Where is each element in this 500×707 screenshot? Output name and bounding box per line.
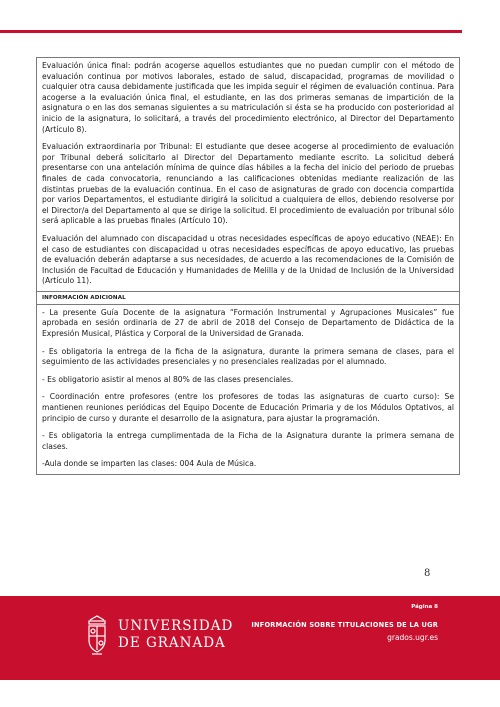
evaluation-cell [37, 58, 459, 291]
info-item-asistencia: - Es obligatorio asistir al menos al 80% de las clases presenciales. [42, 374, 294, 384]
evaluacion-extraordinaria-paragraph: Evaluación extraordinaria por Tribunal: El estudiante que desee acogerse al procedimiento de evaluación por Tribunal deberá solicitarlo al Director del Departamento mediante escrito. La solicitud deberá presentarse con una antelación mínima de quince días hábiles a la fecha del inicio del periodo de pruebas finales de cada convocatoria, renunciando a las calificaciones obtenidas mediante realización de las distintas pruebas de la evaluación continua. En el caso de asignaturas de grado con docencia compartida por varios Departamentos, el estudiante dirigirá la solicitud a cualquiera de ellos, debiendo resolverse por el Director/a del Departamento al que se dirige la solicitud. El procedimiento de evaluación por tribunal sólo será aplicable a las pruebas finales (Artículo 10). [42, 142, 454, 226]
footer-url-link[interactable]: grados.ugr.es [387, 633, 438, 642]
university-name-line2: DE GRANADA [118, 635, 226, 651]
info-item-ficha-asignatura: - Es obligatoria la entrega de la ficha de la asignatura, durante la primera semana de clases, para el seguimiento de las actividades presenciales y no presenciales realizadas por el alumnado. [42, 346, 454, 367]
info-adicional-cell [37, 304, 459, 474]
university-crest-icon [86, 614, 108, 658]
evaluacion-unica-final-paragraph: Evaluación única final: podrán acogerse aquellos estudiantes que no puedan cumplir con el método de evaluación continua por motivos laborales, estado de salud, discapacidad, programas de movilidad o cualquier otra causa debidamente justificada que les impida seguir el régimen de evaluación continua. Para acogerse a la evaluación única final, el estudiante, en las dos primeras semanas de impartición de la asignatura o en las dos semanas siguientes a su matriculación si ésta se ha producido con posterioridad al inicio de la asignatura, lo solicitará, a través del procedimiento electrónico, al Director del Departamento (Artículo 8). [42, 61, 454, 134]
guide-table [36, 57, 460, 475]
info-item-aula: -Aula donde se imparten las clases: 004 Aula de Música. [42, 459, 257, 469]
info-adicional-heading: INFORMACIÓN ADICIONAL [37, 291, 459, 304]
top-red-rule [0, 30, 462, 33]
footer-banner [0, 596, 500, 680]
info-item-guia-aprobada: - La presente Guía Docente de la asignatura “Formación Instrumental y Agrupaciones Musicales” fue aprobada en sesión ordinaria de 27 de abril de 2018 del Consejo de Departamento de Didáctica de la Expresión Musical, Plástica y Corporal de la Universidad de Granada. [42, 307, 454, 339]
footer-page-label: Página 8 [411, 604, 438, 610]
university-name-line1: UNIVERSIDAD [118, 618, 234, 634]
evaluacion-neae-paragraph: Evaluación del alumnado con discapacidad u otras necesidades específicas de apoyo educativo (NEAE): En el caso de estudiantes con discapacidad u otras necesidades específicas de apoyo educativo, las pruebas de evaluación deberán adaptarse a sus necesidades, de acuerdo a las recomendaciones de la Comisión de Inclusión de Facultad de Educación y Humanidades de Melilla y de la Unidad de Inclusión de la Universidad (Artículo 11). [42, 233, 454, 286]
info-item-coordinacion: - Coordinación entre profesores (entre los profesores de todas las asignaturas de cuarto curso): Se mantienen reuniones periódicas del Equipo Docente de Educación Primaria y de los Módulos Optativos, al principio de curso y durante el desarrollo de la asignatura, para ajustar la programación. [42, 392, 454, 423]
footer-info [251, 604, 438, 642]
page-number: 8 [424, 568, 431, 579]
info-item-ficha-cumplimentada: - Es obligatoria la entrega cumplimentada de la Ficha de la Asignatura durante la primera semana de clases. [42, 431, 454, 451]
footer-info-label: INFORMACIÓN SOBRE TITULACIONES DE LA UGR [251, 621, 438, 629]
university-name [118, 618, 233, 652]
